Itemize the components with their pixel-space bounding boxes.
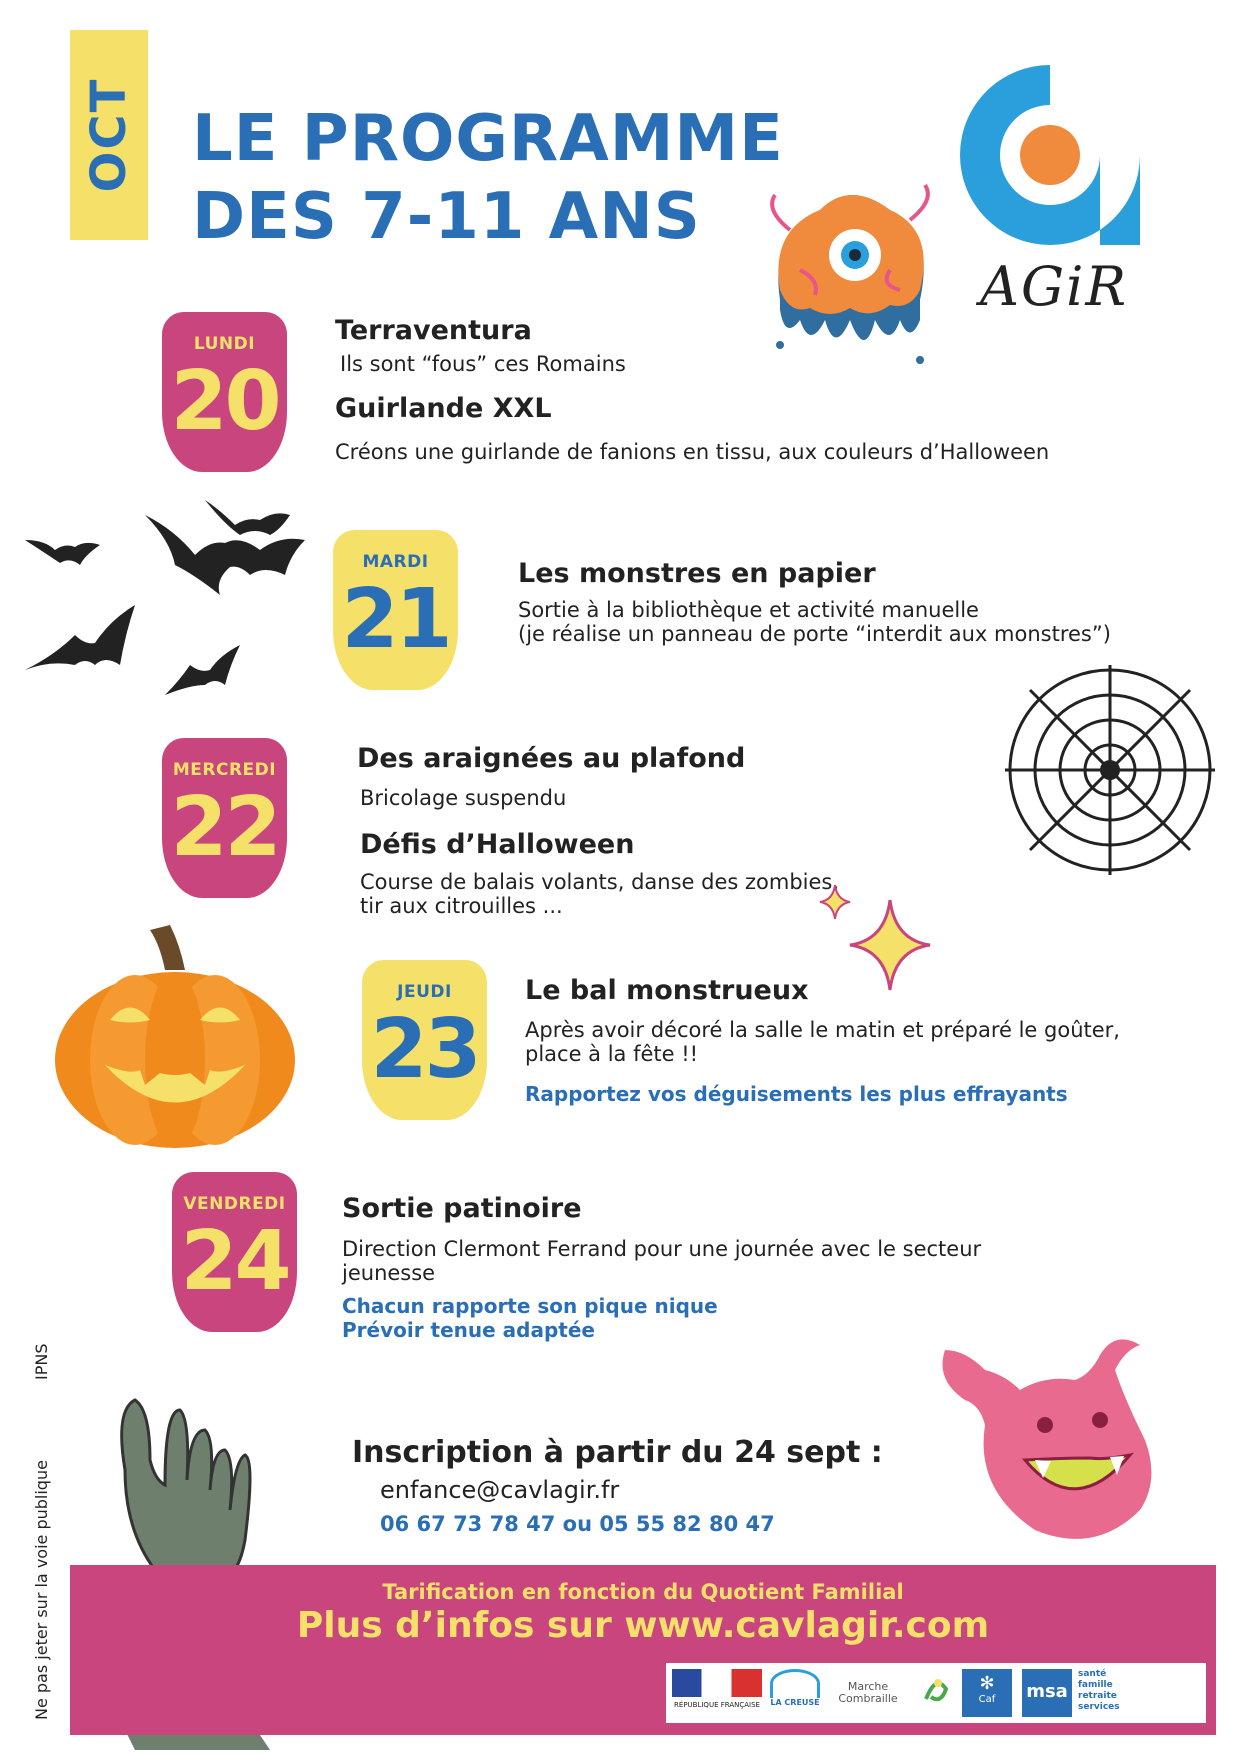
day-name: JEUDI: [397, 982, 452, 1002]
month-tab: [70, 30, 148, 240]
activity-desc: Course de balais volants, danse des zombies,: [360, 870, 840, 894]
activity-note: Chacun rapporte son pique nique: [342, 1294, 718, 1318]
day-badge-21: [333, 530, 458, 690]
partner-logos: [666, 1663, 1206, 1723]
day-name: MARDI: [362, 552, 429, 572]
day-name: VENDREDI: [183, 1194, 286, 1214]
rf-text: RÉPUBLIQUE FRANÇAISE: [674, 1701, 760, 1709]
day-badge-20: [162, 312, 287, 472]
day-name: MERCREDI: [172, 760, 277, 780]
inscription-heading: Inscription à partir du 24 sept :: [352, 1435, 883, 1470]
day-name: LUNDI: [193, 334, 256, 354]
day-number: 22: [170, 780, 279, 875]
activity-note: Prévoir tenue adaptée: [342, 1318, 595, 1342]
activity-desc: jeunesse: [342, 1261, 436, 1285]
day-number: 21: [341, 572, 450, 667]
day-badge-23: [362, 960, 487, 1120]
bats-icon: [25, 495, 335, 735]
activity-title: Guirlande XXL: [335, 393, 552, 424]
spider-web-icon: [1000, 660, 1220, 880]
activity-desc: Direction Clermont Ferrand pour une journée avec le secteur: [342, 1237, 982, 1261]
msa-logo: [1022, 1669, 1072, 1717]
agir-logo: [950, 55, 1150, 325]
msa-tag: retraite: [1078, 1691, 1117, 1701]
pink-monster-icon: [925, 1330, 1165, 1560]
orange-monster-icon: [760, 170, 940, 390]
day-badge-24: [172, 1172, 297, 1332]
caf-snowflake-icon: ✻: [979, 1673, 995, 1694]
activity-desc: Sortie à la bibliothèque et activité manuelle: [518, 598, 979, 622]
activity-title: Le bal monstrueux: [525, 975, 809, 1006]
activity-title: Défis d’Halloween: [360, 829, 635, 860]
activity-title: Des araignées au plafond: [357, 743, 746, 774]
inscription-phones[interactable]: 06 67 73 78 47 ou 05 55 82 80 47: [380, 1512, 775, 1536]
month-label: OCT: [81, 77, 137, 193]
caf-logo: [962, 1669, 1012, 1717]
day-number: 20: [170, 354, 279, 449]
msa-tag: services: [1078, 1702, 1120, 1712]
activity-desc: Créons une guirlande de fanions en tissu, aux couleurs d’Halloween: [335, 440, 1050, 464]
msa-tag: santé: [1078, 1669, 1107, 1679]
ipns-label: IPNS: [32, 1343, 51, 1380]
footer-tarif: Tarification en fonction du Quotient Familial: [382, 1580, 904, 1604]
creuse-logo: [770, 1669, 820, 1717]
title-line-1: LE PROGRAMME: [192, 102, 784, 176]
activity-note: Rapportez vos déguisements les plus effrayants: [525, 1082, 1068, 1106]
caf-text: Caf: [978, 1694, 996, 1705]
agir-logo-text: AGiR: [980, 255, 1129, 318]
activity-title: Les monstres en papier: [518, 558, 876, 589]
pumpkin-icon: [50, 925, 300, 1150]
activity-desc: Après avoir décoré la salle le matin et préparé le goûter,: [525, 1018, 1120, 1042]
day-number: 24: [180, 1214, 289, 1309]
msa-tag: famille: [1078, 1680, 1113, 1690]
republique-francaise-logo: [672, 1669, 762, 1717]
footer-website[interactable]: Plus d’infos sur www.cavlagir.com: [296, 1605, 990, 1646]
msa-text: msa: [1026, 1681, 1068, 1702]
activity-title: Terraventura: [335, 315, 532, 346]
activity-desc: Bricolage suspendu: [360, 786, 567, 810]
activity-desc: place à la fête !!: [525, 1042, 699, 1066]
day-badge-22: [162, 738, 287, 898]
sparkle-icon: [815, 885, 935, 995]
marche-text: Marche Combraille: [838, 1680, 898, 1705]
footer-band: [70, 1565, 1216, 1735]
page-title: [192, 100, 784, 256]
activity-desc: (je réalise un panneau de porte “interdit aux monstres”): [518, 622, 1111, 646]
activity-desc: tir aux citrouilles ...: [360, 894, 563, 918]
day-number: 23: [370, 1002, 479, 1097]
marche-combraille-logo: [828, 1669, 908, 1717]
side-notice: Ne pas jeter sur la voie publique: [32, 1460, 51, 1720]
msa-tagline: [1078, 1669, 1138, 1717]
activity-desc: Ils sont “fous” ces Romains: [340, 352, 626, 376]
partner-swirl-icon: [916, 1669, 956, 1717]
activity-title: Sortie patinoire: [342, 1193, 582, 1224]
inscription-email[interactable]: enfance@cavlagir.fr: [380, 1476, 620, 1504]
title-line-2: DES 7-11 ANS: [192, 180, 701, 254]
creuse-text: LA CREUSE: [770, 1698, 820, 1707]
agir-logo-icon: [950, 55, 1150, 255]
